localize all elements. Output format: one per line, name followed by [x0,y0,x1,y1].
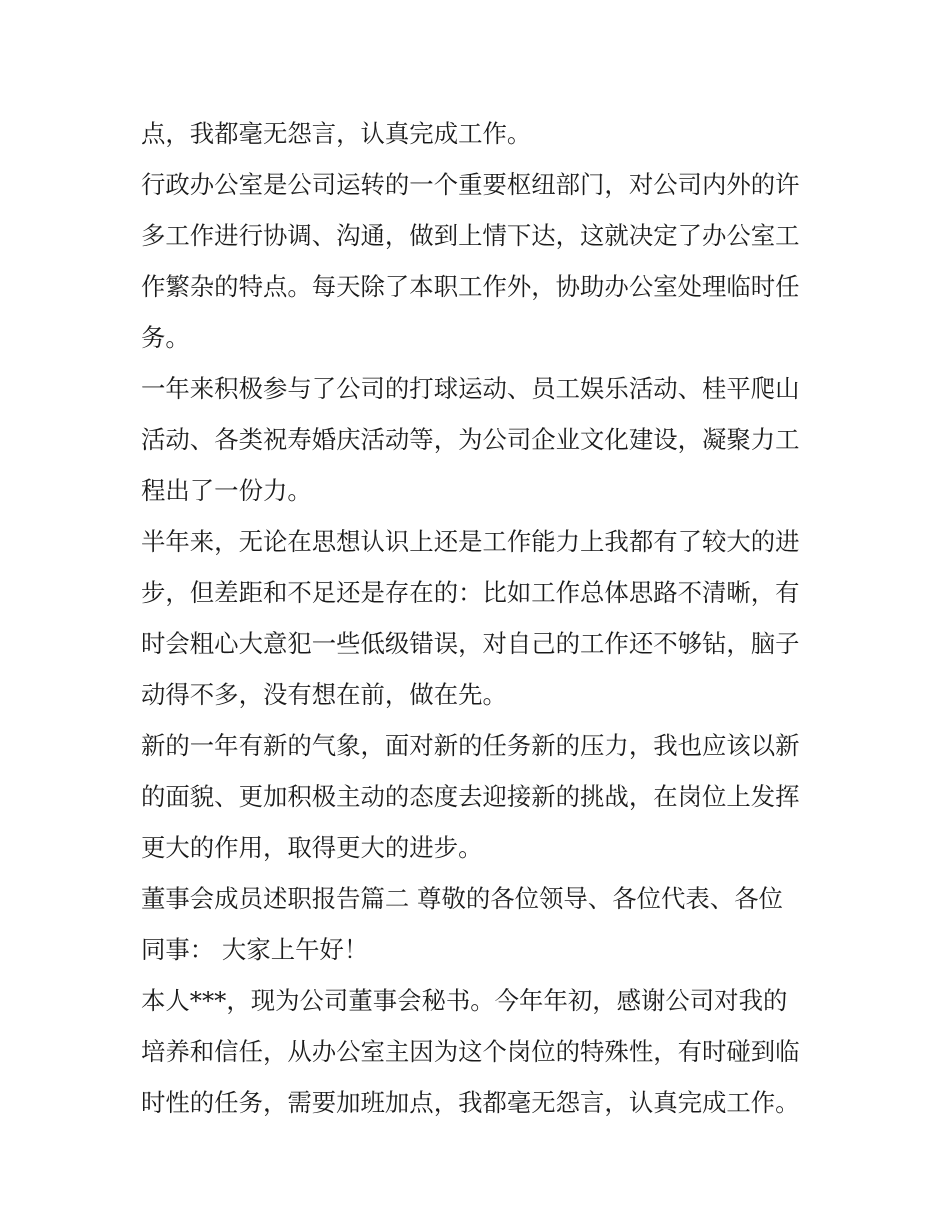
text-line: 的面貌、更加积极主动的态度去迎接新的挑战，在岗位上发挥 [141,782,800,811]
text-line: 半年来，无论在思想认识上还是工作能力上我都有了较大的进 [141,527,800,556]
text-line: 一年来积极参与了公司的打球运动、员工娱乐活动、桂平爬山 [141,374,800,403]
text-line: 步，但差距和不足还是存在的：比如工作总体思路不清晰，有 [141,578,800,607]
text-line: 新的一年有新的气象，面对新的任务新的压力，我也应该以新 [141,731,800,760]
text-line: 时会粗心大意犯一些低级错误，对自己的工作还不够钻，脑子 [141,629,800,658]
text-line: 作繁杂的特点。每天除了本职工作外，协助办公室处理临时任 [141,272,800,301]
text-line: 程出了一份力。 [141,476,312,505]
text-line: 多工作进行协调、沟通，做到上情下达，这就决定了办公室工 [141,221,800,250]
text-line: 点，我都毫无怨言，认真完成工作。 [141,119,532,148]
text-line: 务。 [141,323,190,352]
text-line: 活动、各类祝寿婚庆活动等，为公司企业文化建设，凝聚力工 [141,425,800,454]
text-line: 更大的作用，取得更大的进步。 [141,833,483,862]
document-body [141,108,813,1128]
text-line: 培养和信任，从办公室主因为这个岗位的特殊性，有时碰到临 [141,1037,800,1066]
text-line: 时性的任务，需要加班加点，我都毫无怨言，认真完成工作。 [141,1088,800,1117]
text-line: 动得不多，没有想在前，做在先。 [141,680,507,709]
text-line: 行政办公室是公司运转的一个重要枢纽部门，对公司内外的许 [141,170,800,199]
text-line: 本人***，现为公司董事会秘书。今年年初，感谢公司对我的 [141,986,788,1015]
section-heading-line: 董事会成员述职报告篇二 尊敬的各位领导、各位代表、各位 [141,884,783,913]
greeting-line: 同事： 大家上午好！ [141,935,369,964]
